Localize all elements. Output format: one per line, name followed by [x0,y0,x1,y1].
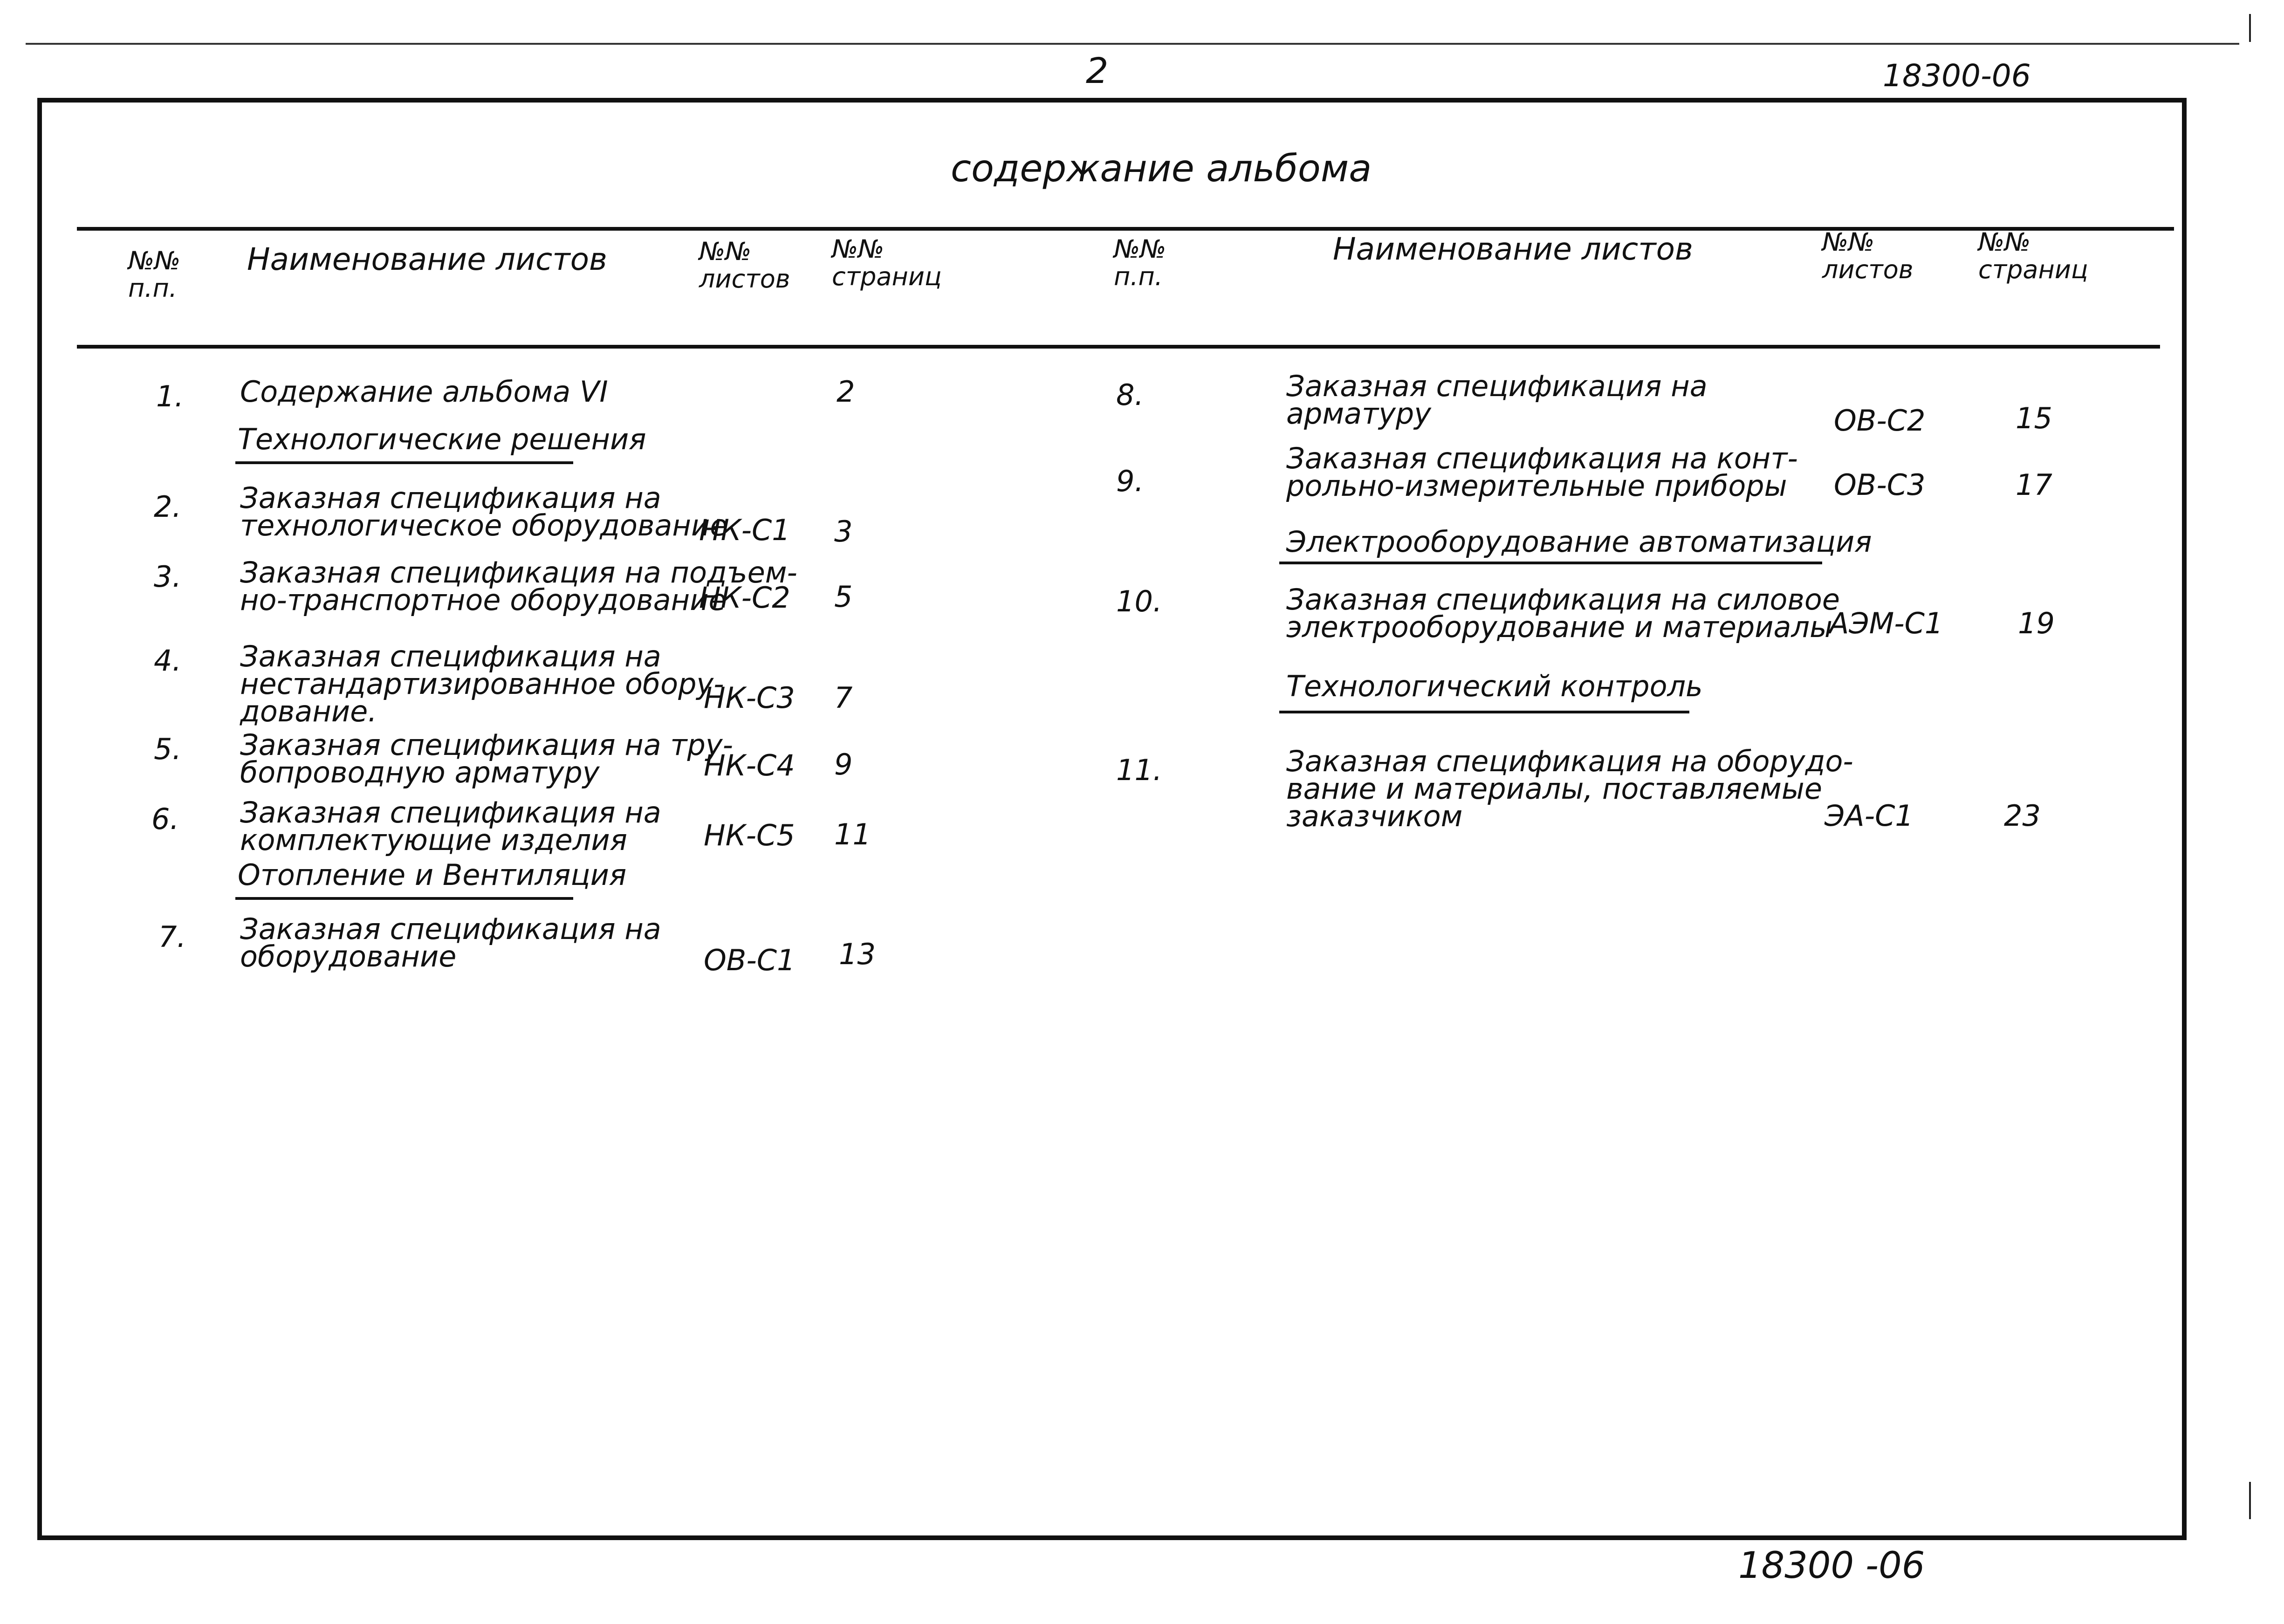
header-name: Наименование листов [1333,231,1693,267]
page-ref: 5 [834,580,853,614]
page-ref: 3 [834,514,853,548]
section-title: Электрооборудование автоматизация [1286,525,1872,559]
sheet-code: ОВ-С1 [704,943,796,977]
section-underline [1279,562,1822,564]
section-underline [1279,711,1689,713]
section-title: Технологические решения [238,422,646,456]
sheet-code: ОВ-С2 [1834,404,1926,438]
sheet-title: Заказная спецификация на технологическое оборудование [240,481,728,542]
sheet-code: АЭМ-С1 [1829,606,1943,640]
sheet-code: НК-С3 [704,681,795,715]
page-ref: 11 [834,817,871,851]
section-underline [235,461,573,464]
sheet-title: Содержание альбома VI [240,375,608,409]
sheet-title: Заказная спецификация на подъем- но-транспортное оборудование [240,555,797,617]
top-rule [26,43,2239,45]
row-number: 5. [154,732,182,766]
sheet-title: Заказная спецификация на оборудо- вание и материалы, поставляемые заказчиком [1286,744,1853,833]
section-title: Отопление и Вентиляция [238,858,627,892]
header-num: №№ п.п. [128,246,181,303]
row-number: 6. [151,802,179,836]
edge-mark [2249,14,2251,42]
page-ref: 9 [834,747,853,781]
edge-mark [2249,1482,2251,1519]
table-header-rule [77,345,2160,349]
header-sheets: №№ листов [1822,227,1914,285]
row-number: 11. [1116,753,1162,787]
page-ref: 23 [2004,799,2041,833]
doc-code-top: 18300-06 [1883,58,2031,94]
page-number: 2 [1086,50,1109,91]
header-name: Наименование листов [247,241,607,277]
sheet-code: ЭА-С1 [1824,799,1914,833]
row-number: 4. [154,644,182,678]
header-num: №№ п.п. [1114,234,1166,292]
row-number: 9. [1116,464,1144,498]
album-contents-title: содержание альбома [951,147,1372,190]
page-ref: 2 [837,375,855,409]
section-underline [235,897,573,900]
sheet-title: Заказная спецификация на нестандартизированное обору- дование. [240,639,724,728]
sheet-code: НК-С1 [699,513,790,547]
page-ref: 19 [2018,606,2055,640]
row-number: 7. [158,920,186,954]
sheet-code: НК-С5 [704,818,795,852]
section-title: Технологический контроль [1286,669,1703,703]
page-ref: 17 [2016,468,2052,502]
row-number: 2. [154,490,182,524]
sheet-title: Заказная спецификация на конт- рольно-измерительные приборы [1286,441,1798,503]
sheet-title: Заказная спецификация на комплектующие изделия [240,795,661,857]
page-ref: 13 [839,937,876,971]
sheet-code: НК-С2 [699,581,790,615]
sheet-code: НК-С4 [704,748,795,782]
row-number: 1. [156,379,184,413]
row-number: 10. [1116,584,1162,618]
sheet-code: ОВ-С3 [1834,468,1926,502]
page-ref: 15 [2016,401,2052,435]
row-number: 3. [154,560,182,594]
header-pages: №№ страниц [1978,227,2088,285]
sheet-title: Заказная спецификация на тру- бопроводную арматуру [240,728,733,789]
page-ref: 7 [834,681,853,715]
doc-code-bottom: 18300 -06 [1738,1545,1925,1587]
row-number: 8. [1116,378,1144,412]
header-pages: №№ страниц [832,234,942,292]
header-sheets: №№ листов [699,237,790,294]
sheet-title: Заказная спецификация на арматуру [1286,369,1708,431]
sheet-title: Заказная спецификация на оборудование [240,912,661,973]
sheet-title: Заказная спецификация на силовое электрооборудование и материалы [1286,582,1840,644]
